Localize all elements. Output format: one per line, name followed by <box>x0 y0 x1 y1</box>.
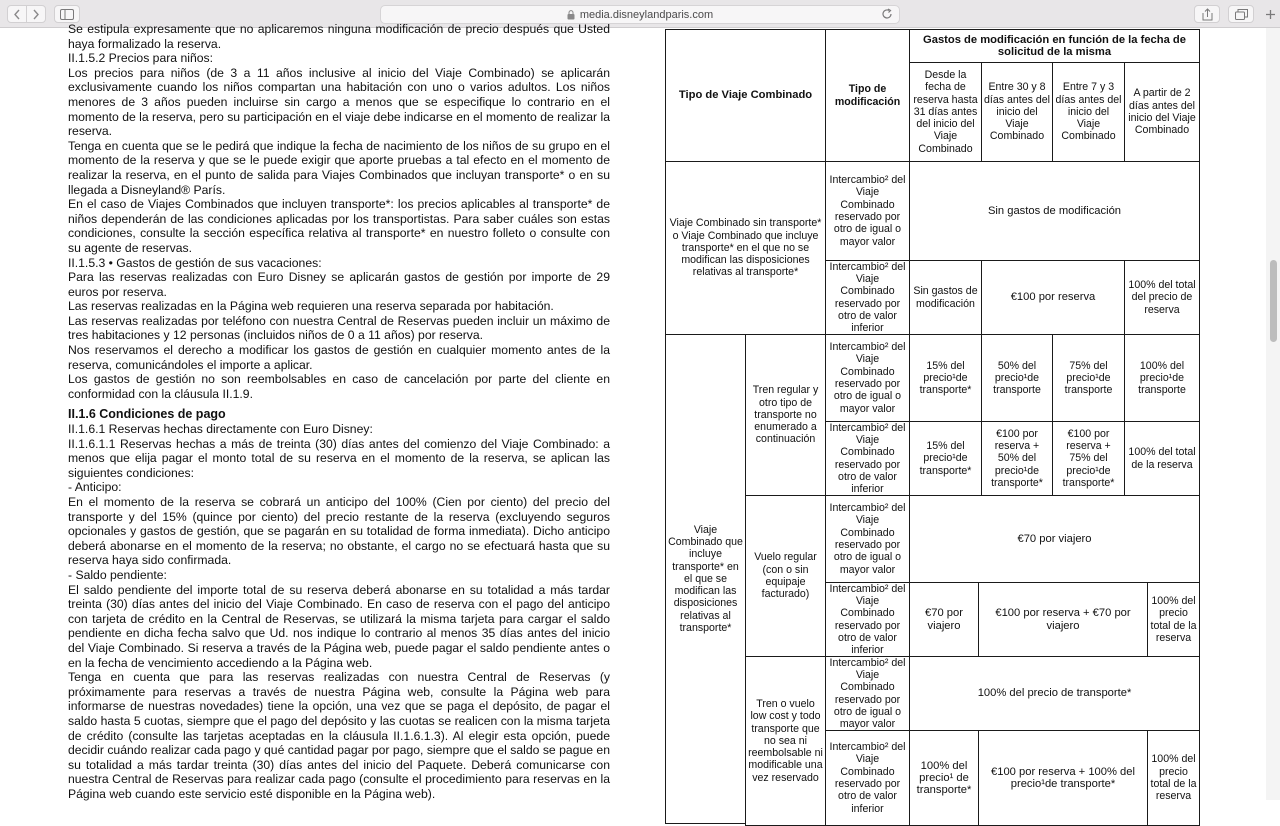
share-icon <box>1202 8 1213 21</box>
paragraph: Las reservas realizadas en la Página web requieren una reserva separada por habitación. <box>68 299 554 314</box>
fee-cell: Sin gastos de modificación <box>909 161 1200 261</box>
tabs-icon <box>1235 9 1248 20</box>
scrollbar[interactable] <box>1266 28 1280 800</box>
fee-cell: €100 por reserva + €70 por viajero <box>978 582 1148 657</box>
fee-cell: 75% del precio¹de transporte <box>1052 334 1125 422</box>
chevron-left-icon <box>13 9 21 20</box>
header-col-4: A partir de 2 días antes del inicio del Viaje Combinado <box>1124 62 1200 162</box>
fee-cell: €100 por reserva + 100% del precio¹de transporte* <box>978 730 1148 826</box>
fee-cell: €100 por reserva + 75% del precio¹de transporte* <box>1052 421 1125 496</box>
fee-cell: 100% del total del precio de reserva <box>1124 260 1200 335</box>
paragraph: II.1.5.2 Precios para niños: <box>68 51 213 66</box>
reload-icon[interactable] <box>881 8 893 20</box>
fee-cell: 100% del precio total de la reserva <box>1147 582 1200 657</box>
fee-cell: 100% del precio¹ de transporte* <box>909 730 979 826</box>
header-gastos: Gastos de modificación en función de la fecha de solicitud de la misma <box>909 29 1200 63</box>
section-heading: II.1.6 Condiciones de pago <box>68 407 226 422</box>
conditions-text <box>68 22 610 801</box>
header-col-3: Entre 7 y 3 días antes del inicio del Viaje Combinado <box>1052 62 1125 162</box>
forward-button[interactable] <box>26 5 46 23</box>
fee-cell: 100% del precio¹de transporte <box>1124 334 1200 422</box>
fee-cell: Sin gastos de modificación <box>909 260 982 335</box>
paragraph: II.1.6.1 Reservas hechas directamente con Euro Disney: <box>68 422 373 437</box>
fee-cell: €70 por viajero <box>909 495 1200 583</box>
fee-cell: 15% del precio¹de transporte* <box>909 334 982 422</box>
fee-cell: €100 por reserva + 50% del precio¹de transporte* <box>981 421 1053 496</box>
subtipo-low-cost: Tren o vuelo low cost y todo transporte que no sea ni reembolsable ni modificable una vez reservado <box>745 656 826 826</box>
paragraph: Nos reservamos el derecho a modificar los gastos de gestión en cualquier momento antes de la reserva, comunicándoles el importe a aplicar. <box>68 343 610 372</box>
new-tab-button[interactable] <box>1260 0 1280 28</box>
modification-fees-table <box>665 29 1200 819</box>
tipo-sin-transporte: Viaje Combinado sin transporte* o Viaje Combinado que incluye transporte* en el que no se modifican las disposiciones relativas al transporte* <box>665 161 826 335</box>
header-tipo: Tipo de Viaje Combinado <box>665 29 826 162</box>
plus-icon <box>1265 9 1276 20</box>
header-modificacion: Tipo de modificación <box>825 29 910 162</box>
tipo-con-transporte: Viaje Combinado que incluye transporte* en el que se modifican las disposiciones relativas al transporte* <box>665 334 746 824</box>
paragraph: II.1.6.1.1 Reservas hechas a más de treinta (30) días antes del comienzo del Viaje Combinado: a menos que elija pagar el monto total de su reserva en el momento de la reserva, se aplican las siguientes condiciones: <box>68 436 610 480</box>
sidebar-button[interactable] <box>54 5 80 23</box>
fee-cell: 15% del precio¹de transporte* <box>909 421 982 496</box>
fee-cell: 100% del precio de transporte* <box>909 656 1200 731</box>
modificacion-cell: Intercambio² del Viaje Combinado reservado por otro de valor inferior <box>825 421 910 496</box>
paragraph: Las reservas realizadas por teléfono con nuestra Central de Reservas pueden incluir un máximo de tres habitaciones y 12 personas (incluidos niños de 0 a 11 años) por reserva. <box>68 313 610 343</box>
modificacion-cell: Intercambio² del Viaje Combinado reservado por otro de valor inferior <box>825 260 910 335</box>
fee-cell: 50% del precio¹de transporte <box>981 334 1053 422</box>
subtipo-vuelo: Vuelo regular (con o sin equipaje facturado) <box>745 495 826 657</box>
fee-cell: 100% del total de la reserva <box>1124 421 1200 496</box>
paragraph: Tenga en cuenta que para las reservas realizadas con nuestra Central de Reservas (y próximamente para reservas a través de nuestra Página web, consulte la Página web para informarse de nuestras novedades) tiene la opción, una vez que se paga el depósito, de pagar el saldo hasta 5 cuotas, siempre que el pago del depósito y las cuotas se realicen con la misma tarjeta de crédito (consulte las tarjetas aceptadas en la cláusula II.1.6.1.3). Al elegir esta opción, puede decidir cuándo realizar cada pago y qué cantidad pagar por pago, siempre que el saldo se pague en su totalidad a más tardar treinta (30) días antes del inicio del Paquete. Deberá comunicarse con nuestra Central de Reservas para realizar cada pago (consulte el procedimiento para reservas en la Página web cuando este servicio esté disponible en la Página web). <box>68 670 610 801</box>
paragraph: Tenga en cuenta que se le pedirá que indique la fecha de nacimiento de los niños de su grupo en el momento de la reserva y que se le puede exigir que aporte pruebas a tal efecto en el momento de realizar la reserva, en el punto de salida para Viajes Combinados que incluyan transporte* o en su llegada a Disneyland® París. <box>68 138 610 197</box>
chevron-right-icon <box>32 9 40 20</box>
paragraph: Se estipula expresamente que no aplicaremos ninguna modificación de precio después que Usted haya formalizado la reserva. <box>68 22 610 51</box>
fee-cell: €70 por viajero <box>909 582 979 657</box>
sidebar-icon <box>60 9 74 20</box>
paragraph: El saldo pendiente del importe total de su reserva deberá abonarse en su totalidad a más tardar treinta (30) días antes del inicio del Viaje Combinado. En caso de reserva con el pago del anticipo con tarjeta de crédito en la Central de Reservas, se utilizará la misma tarjeta para cargar el saldo pendiente en dicha fecha salvo que Ud. nos indique lo contrario al menos 35 días antes del inicio del Viaje Combinado. Si reserva a través de la Página web, puede pagar el saldo pendiente antes o en la fecha de vencimiento accediendo a la Página web. <box>68 582 610 670</box>
paragraph: En el momento de la reserva se cobrará un anticipo del 100% (Cien por ciento) del precio del transporte y del 15% (quince por ciento) del precio restante de la reserva (excluyendo seguros opcionales y gastos de gestión, que se pagarán en su totalidad de forma inmediata). Dicho anticipo deberá abonarse en el momento de la reserva; no obstante, el cargo no se efectuará hasta que su reserva haya sido confirmada. <box>68 495 610 568</box>
modificacion-cell: Intercambio² del Viaje Combinado reservado por otro de igual o mayor valor <box>825 656 910 731</box>
document-page <box>0 22 1280 815</box>
url-text: media.disneylandparis.com <box>579 8 714 21</box>
modificacion-cell: Intercambio² del Viaje Combinado reservado por otro de valor inferior <box>825 582 910 657</box>
paragraph: Los gastos de gestión no son reembolsables en caso de cancelación por parte del cliente en conformidad con la cláusula II.1.9. <box>68 372 610 401</box>
back-button[interactable] <box>7 5 27 23</box>
paragraph: II.1.5.3 • Gastos de gestión de sus vacaciones: <box>68 255 322 270</box>
modificacion-cell: Intercambio² del Viaje Combinado reservado por otro de valor inferior <box>825 730 910 826</box>
fee-cell: 100% del precio total de la reserva <box>1147 730 1200 826</box>
header-col-1: Desde la fecha de reserva hasta 31 días antes del inicio del Viaje Combinado <box>909 62 982 162</box>
share-button[interactable] <box>1194 5 1220 23</box>
modificacion-cell: Intercambio² del Viaje Combinado reservado por otro de igual o mayor valor <box>825 161 910 261</box>
paragraph: Los precios para niños (de 3 a 11 años inclusive al inicio del Viaje Combinado) se aplicarán exclusivamente cuando los niños compartan una habitación con uno o varios adultos. Los niños menores de 3 años pueden incluirse sin cargo a menos que se especifique lo contrario en el momento de la reserva, pero su participación en el viaje debe indicarse en el momento de realizar la reserva. <box>68 65 610 139</box>
scrollbar-thumb[interactable] <box>1270 260 1277 342</box>
paragraph: - Anticipo: <box>68 480 122 495</box>
paragraph: En el caso de Viajes Combinados que incluyen transporte*: los precios aplicables al transporte* de niños dependerán de las condiciones aplicadas por los transportistas. Para saber cuáles son estas condiciones, consulte la sección específica relativa al transporte* en nuestro folleto o consulte con su agente de reservas. <box>68 197 610 255</box>
paragraph: Para las reservas realizadas con Euro Disney se aplicarán gastos de gestión por importe de 29 euros por reserva. <box>68 270 610 299</box>
modificacion-cell: Intercambio² del Viaje Combinado reservado por otro de igual o mayor valor <box>825 495 910 583</box>
subtipo-tren: Tren regular y otro tipo de transporte no enumerado a continuación <box>745 334 826 496</box>
tabs-button[interactable] <box>1228 5 1254 23</box>
modificacion-cell: Intercambio² del Viaje Combinado reservado por otro de igual o mayor valor <box>825 334 910 422</box>
paragraph: - Saldo pendiente: <box>68 567 167 582</box>
lock-icon <box>567 10 575 20</box>
header-col-2: Entre 30 y 8 días antes del inicio del Viaje Combinado <box>981 62 1053 162</box>
fee-cell: €100 por reserva <box>981 260 1125 335</box>
